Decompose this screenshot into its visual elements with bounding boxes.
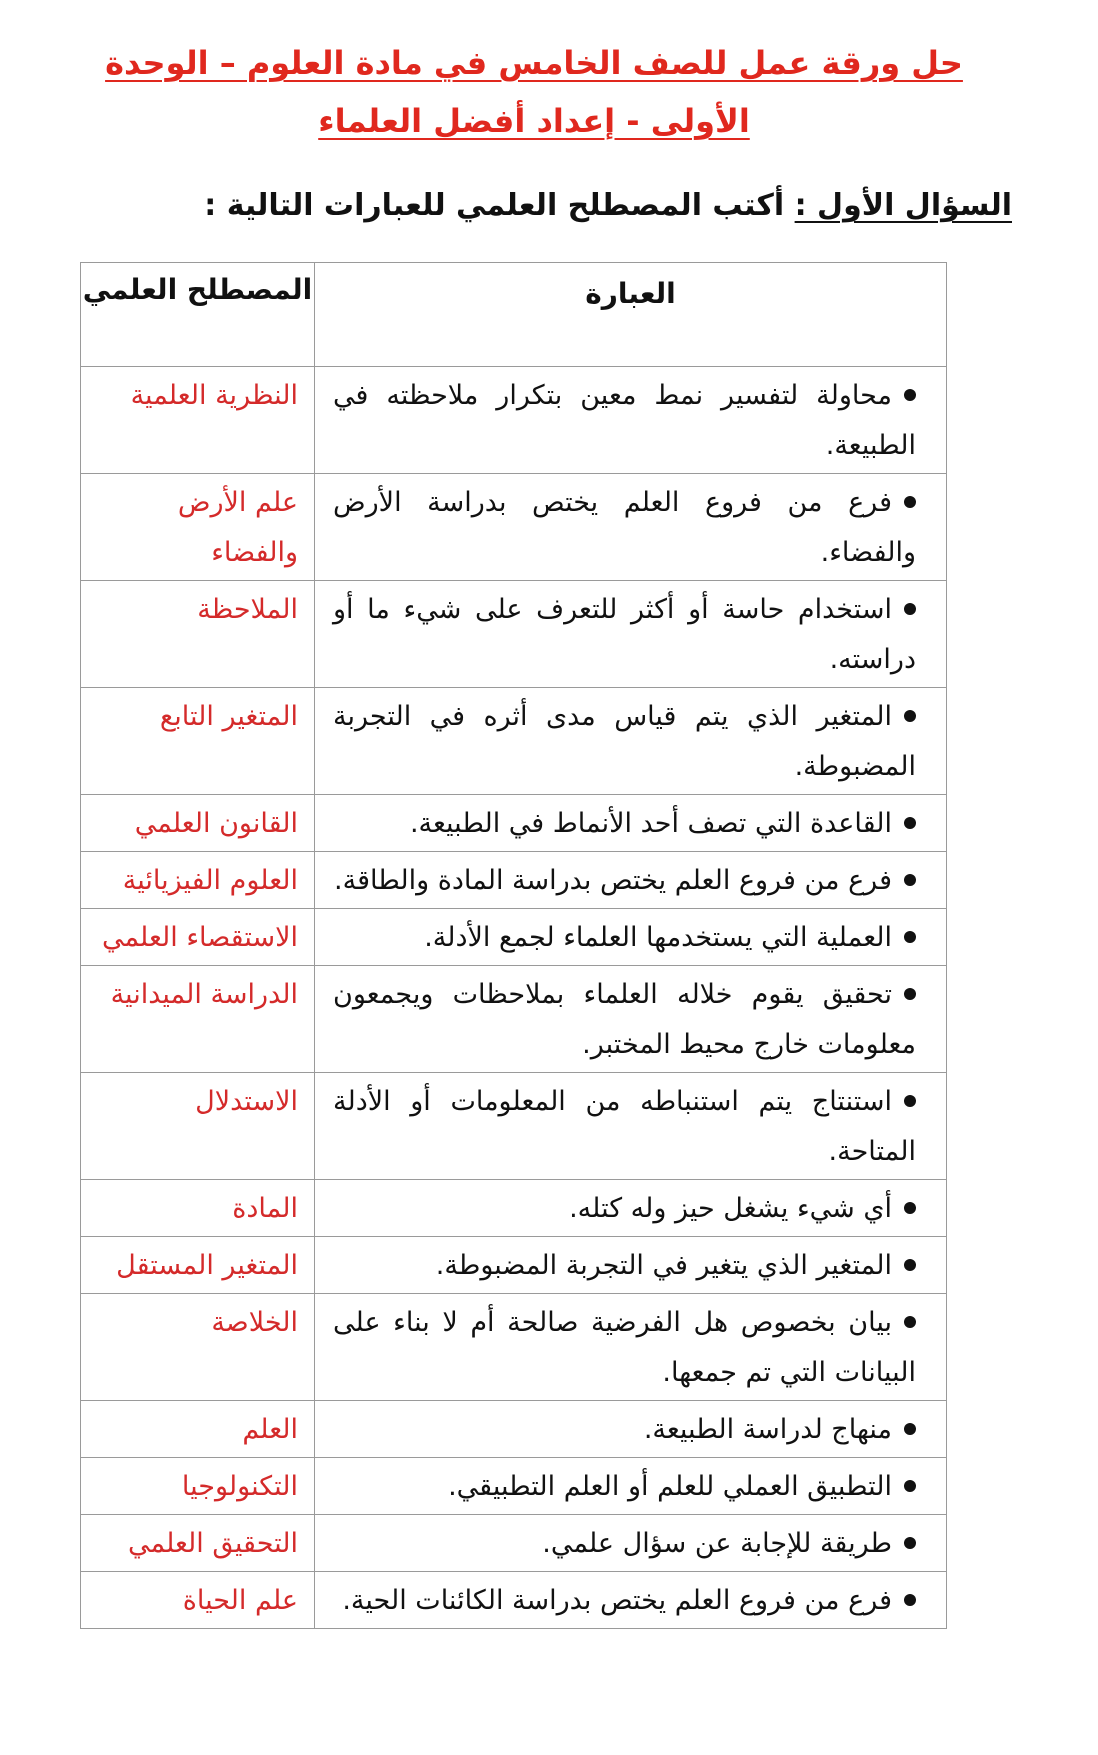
bullet-icon <box>904 1423 916 1435</box>
statement-cell <box>315 909 947 966</box>
term-answer-cell: العلوم الفيزيائية <box>81 852 315 909</box>
statement-text: منهاج لدراسة الطبيعة. <box>643 1414 892 1445</box>
bullet-icon <box>904 817 916 829</box>
term-answer-cell: المادة <box>81 1180 315 1237</box>
table-row <box>81 1401 947 1458</box>
bullet-icon <box>904 496 916 508</box>
statement-cell <box>315 1180 947 1237</box>
table-row <box>81 474 947 581</box>
header-term: المصطلح العلمي <box>81 263 315 367</box>
bullet-icon <box>904 1594 916 1606</box>
statement-text: المتغير الذي يتم قياس مدى أثره في التجربة المضبوطة. <box>333 701 916 782</box>
bullet-icon <box>904 603 916 615</box>
statement-text: التطبيق العملي للعلم أو العلم التطبيقي. <box>448 1471 892 1502</box>
bullet-icon <box>904 710 916 722</box>
page-title <box>60 34 1008 150</box>
statement-text: العملية التي يستخدمها العلماء لجمع الأدلة. <box>424 922 892 953</box>
bullet-icon <box>904 1202 916 1214</box>
statement-text: المتغير الذي يتغير في التجربة المضبوطة. <box>435 1250 892 1281</box>
bullet-icon <box>904 1537 916 1549</box>
table-body <box>81 367 947 1629</box>
bullet-icon <box>904 931 916 943</box>
term-answer-cell: الدراسة الميدانية <box>81 966 315 1073</box>
statement-cell <box>315 474 947 581</box>
bullet-icon <box>904 988 916 1000</box>
statement-text: القاعدة التي تصف أحد الأنماط في الطبيعة. <box>409 808 892 839</box>
header-statement: العبارة <box>315 263 947 367</box>
table-row <box>81 1458 947 1515</box>
statement-cell <box>315 367 947 474</box>
term-answer-cell: العلم <box>81 1401 315 1458</box>
statement-cell <box>315 795 947 852</box>
statement-text: استنتاج يتم استنباطه من المعلومات أو الأدلة المتاحة. <box>333 1086 916 1167</box>
statement-cell <box>315 1237 947 1294</box>
statement-text: فرع من فروع العلم يختص بدراسة الكائنات الحية. <box>342 1585 892 1616</box>
term-answer-cell: الاستقصاء العلمي <box>81 909 315 966</box>
table-row <box>81 852 947 909</box>
question-heading <box>204 188 1012 223</box>
statement-cell <box>315 1401 947 1458</box>
table-header-row <box>81 263 947 367</box>
statement-cell <box>315 852 947 909</box>
bullet-icon <box>904 1316 916 1328</box>
statement-cell <box>315 581 947 688</box>
question-label: السؤال الأول : <box>794 188 1012 223</box>
term-answer-cell: المتغير التابع <box>81 688 315 795</box>
statement-text: تحقيق يقوم خلاله العلماء بملاحظات ويجمعون معلومات خارج محيط المختبر. <box>333 979 916 1060</box>
statement-text: بيان بخصوص هل الفرضية صالحة أم لا بناء على البيانات التي تم جمعها. <box>333 1307 916 1388</box>
statement-cell <box>315 1294 947 1401</box>
bullet-icon <box>904 874 916 886</box>
table-row <box>81 1572 947 1629</box>
term-answer-cell: النظرية العلمية <box>81 367 315 474</box>
statement-text: طريقة للإجابة عن سؤال علمي. <box>542 1528 892 1559</box>
table-row <box>81 1237 947 1294</box>
table-row <box>81 795 947 852</box>
table-row <box>81 1073 947 1180</box>
term-answer-cell: المتغير المستقل <box>81 1237 315 1294</box>
table-row <box>81 1515 947 1572</box>
term-answer-cell: التحقيق العلمي <box>81 1515 315 1572</box>
table-row <box>81 688 947 795</box>
statement-cell <box>315 1458 947 1515</box>
bullet-icon <box>904 389 916 401</box>
terms-table <box>80 262 947 1629</box>
table-row <box>81 367 947 474</box>
statement-text: محاولة لتفسير نمط معين بتكرار ملاحظته في الطبيعة. <box>333 380 916 461</box>
statement-text: استخدام حاسة أو أكثر للتعرف على شيء ما أو دراسته. <box>333 594 916 675</box>
term-answer-cell: علم الحياة <box>81 1572 315 1629</box>
statement-cell <box>315 966 947 1073</box>
table-row <box>81 581 947 688</box>
term-answer-cell: القانون العلمي <box>81 795 315 852</box>
term-answer-cell: الخلاصة <box>81 1294 315 1401</box>
table-row <box>81 1180 947 1237</box>
statement-text: فرع من فروع العلم يختص بدراسة المادة والطاقة. <box>334 865 892 896</box>
bullet-icon <box>904 1095 916 1107</box>
statement-cell <box>315 1572 947 1629</box>
statement-cell <box>315 688 947 795</box>
table-row <box>81 909 947 966</box>
statement-cell <box>315 1515 947 1572</box>
bullet-icon <box>904 1480 916 1492</box>
statement-text: أي شيء يشغل حيز وله كتله. <box>569 1193 892 1224</box>
term-answer-cell: علم الأرض والفضاء <box>81 474 315 581</box>
table-row <box>81 966 947 1073</box>
statement-cell <box>315 1073 947 1180</box>
page-title-text: حل ورقة عمل للصف الخامس في مادة العلوم – الوحدة الأولى - إعداد أفضل العلماء <box>105 44 963 140</box>
term-answer-cell: التكنولوجيا <box>81 1458 315 1515</box>
term-answer-cell: الملاحظة <box>81 581 315 688</box>
table-row <box>81 1294 947 1401</box>
question-text: أكتب المصطلح العلمي للعبارات التالية : <box>204 188 785 223</box>
statement-text: فرع من فروع العلم يختص بدراسة الأرض والفضاء. <box>333 487 916 568</box>
bullet-icon <box>904 1259 916 1271</box>
term-answer-cell: الاستدلال <box>81 1073 315 1180</box>
